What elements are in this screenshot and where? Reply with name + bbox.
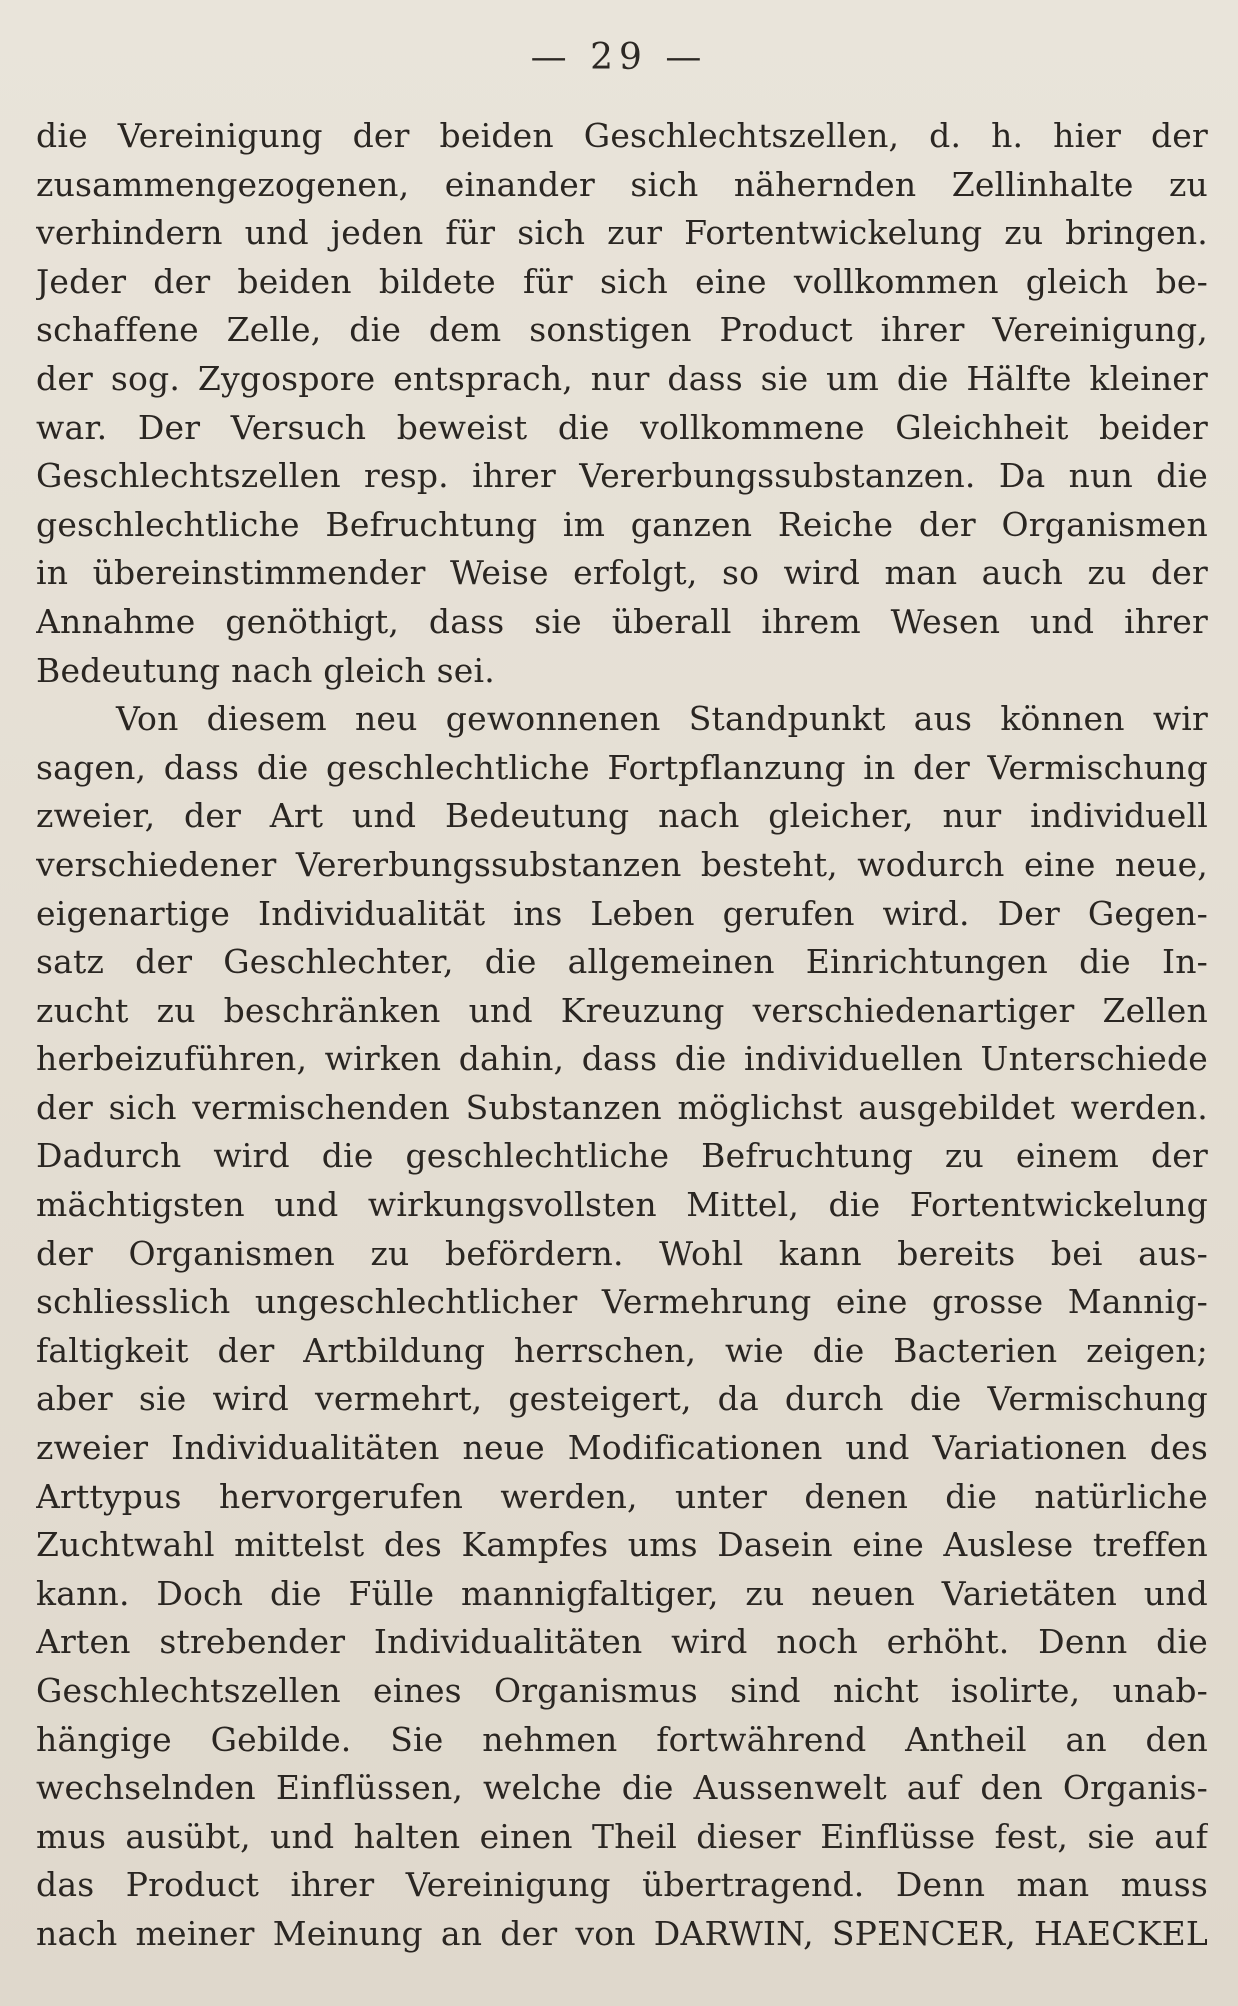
- text-line: Dadurch wird die geschlechtliche Befruchtung zu einem der: [36, 1136, 1208, 1176]
- text-line: aber sie wird vermehrt, gesteigert, da durch die Vermischung: [36, 1379, 1208, 1419]
- text-line: faltigkeit der Artbildung herrschen, wie die Bacterien zeigen;: [36, 1330, 1208, 1370]
- text-line: verhindern und jeden für sich zur Fortentwickelung zu bringen.: [36, 213, 1208, 253]
- text-line: sagen, dass die geschlechtliche Fortpflanzung in der Vermischung: [36, 747, 1208, 787]
- text-line: hängige Gebilde. Sie nehmen fortwährend Antheil an den: [36, 1719, 1208, 1759]
- paragraph-2: [36, 695, 1208, 1958]
- text-line: schaffene Zelle, die dem sonstigen Product ihrer Vereinigung,: [36, 310, 1208, 350]
- text-line: Jeder der beiden bildete für sich eine vollkommen gleich be-: [36, 261, 1208, 301]
- text-line: eigenartige Individualität ins Leben gerufen wird. Der Gegen-: [36, 893, 1208, 933]
- text-line: mus ausübt, und halten einen Theil dieser Einflüsse fest, sie auf: [36, 1816, 1208, 1856]
- text-line: der sich vermischenden Substanzen möglichst ausgebildet werden.: [36, 1087, 1208, 1127]
- text-line: Annahme genöthigt, dass sie überall ihrem Wesen und ihrer: [36, 601, 1208, 641]
- text-line: in übereinstimmender Weise erfolgt, so wird man auch zu der: [36, 553, 1208, 593]
- text-line: Geschlechtszellen eines Organismus sind nicht isolirte, unab-: [36, 1671, 1208, 1710]
- text-line: nach meiner Meinung an der von DARWIN, SPENCER, HAECKEL: [36, 1913, 1208, 1953]
- text-line: Zuchtwahl mittelst des Kampfes ums Dasein eine Auslese treffen: [36, 1525, 1208, 1565]
- text-line: geschlechtliche Befruchtung im ganzen Reiche der Organismen: [36, 504, 1208, 544]
- text-line: Von diesem neu gewonnenen Standpunkt aus können wir: [116, 699, 1208, 739]
- text-line: war. Der Versuch beweist die vollkommene Gleichheit beider: [36, 407, 1208, 447]
- text-line: wechselnden Einflüssen, welche die Aussenwelt auf den Organis-: [36, 1768, 1208, 1808]
- text-line: Arten strebender Individualitäten wird noch erhöht. Denn die: [36, 1622, 1208, 1662]
- text-line: mächtigsten und wirkungsvollsten Mittel, die Fortentwickelung: [36, 1185, 1208, 1225]
- text-line: satz der Geschlechter, die allgemeinen Einrichtungen die In-: [36, 942, 1208, 982]
- paragraph-1: [36, 112, 1208, 695]
- text-line: kann. Doch die Fülle mannigfaltiger, zu neuen Varietäten und: [36, 1573, 1208, 1613]
- text-line: zweier Individualitäten neue Modificationen und Variationen des: [36, 1428, 1208, 1468]
- text-line: Geschlechtszellen resp. ihrer Vererbungssubstanzen. Da nun die: [36, 456, 1208, 496]
- page-number: — 29 —: [530, 37, 708, 78]
- text-line: zusammengezogenen, einander sich nähernden Zellinhalte zu: [36, 164, 1208, 204]
- text-line: der Organismen zu befördern. Wohl kann bereits bei aus-: [36, 1233, 1208, 1273]
- text-line: herbeizuführen, wirken dahin, dass die individuellen Unterschiede: [36, 1039, 1208, 1079]
- text-line: schliesslich ungeschlechtlicher Vermehrung eine grosse Mannig-: [36, 1282, 1208, 1322]
- text-line: das Product ihrer Vereinigung übertragend. Denn man muss: [36, 1865, 1208, 1905]
- text-line: die Vereinigung der beiden Geschlechtszellen, d. h. hier der: [36, 116, 1208, 155]
- text-line: zucht zu beschränken und Kreuzung verschiedenartiger Zellen: [36, 990, 1208, 1030]
- text-line: zweier, der Art und Bedeutung nach gleicher, nur individuell: [36, 796, 1208, 836]
- text-line: Arttypus hervorgerufen werden, unter denen die natürliche: [36, 1476, 1208, 1516]
- text-line: Bedeutung nach gleich sei.: [36, 650, 495, 690]
- body-text: [36, 112, 1208, 1959]
- text-line: verschiedener Vererbungssubstanzen besteht, wodurch eine neue,: [36, 844, 1208, 884]
- text-line: der sog. Zygospore entsprach, nur dass sie um die Hälfte kleiner: [36, 358, 1208, 398]
